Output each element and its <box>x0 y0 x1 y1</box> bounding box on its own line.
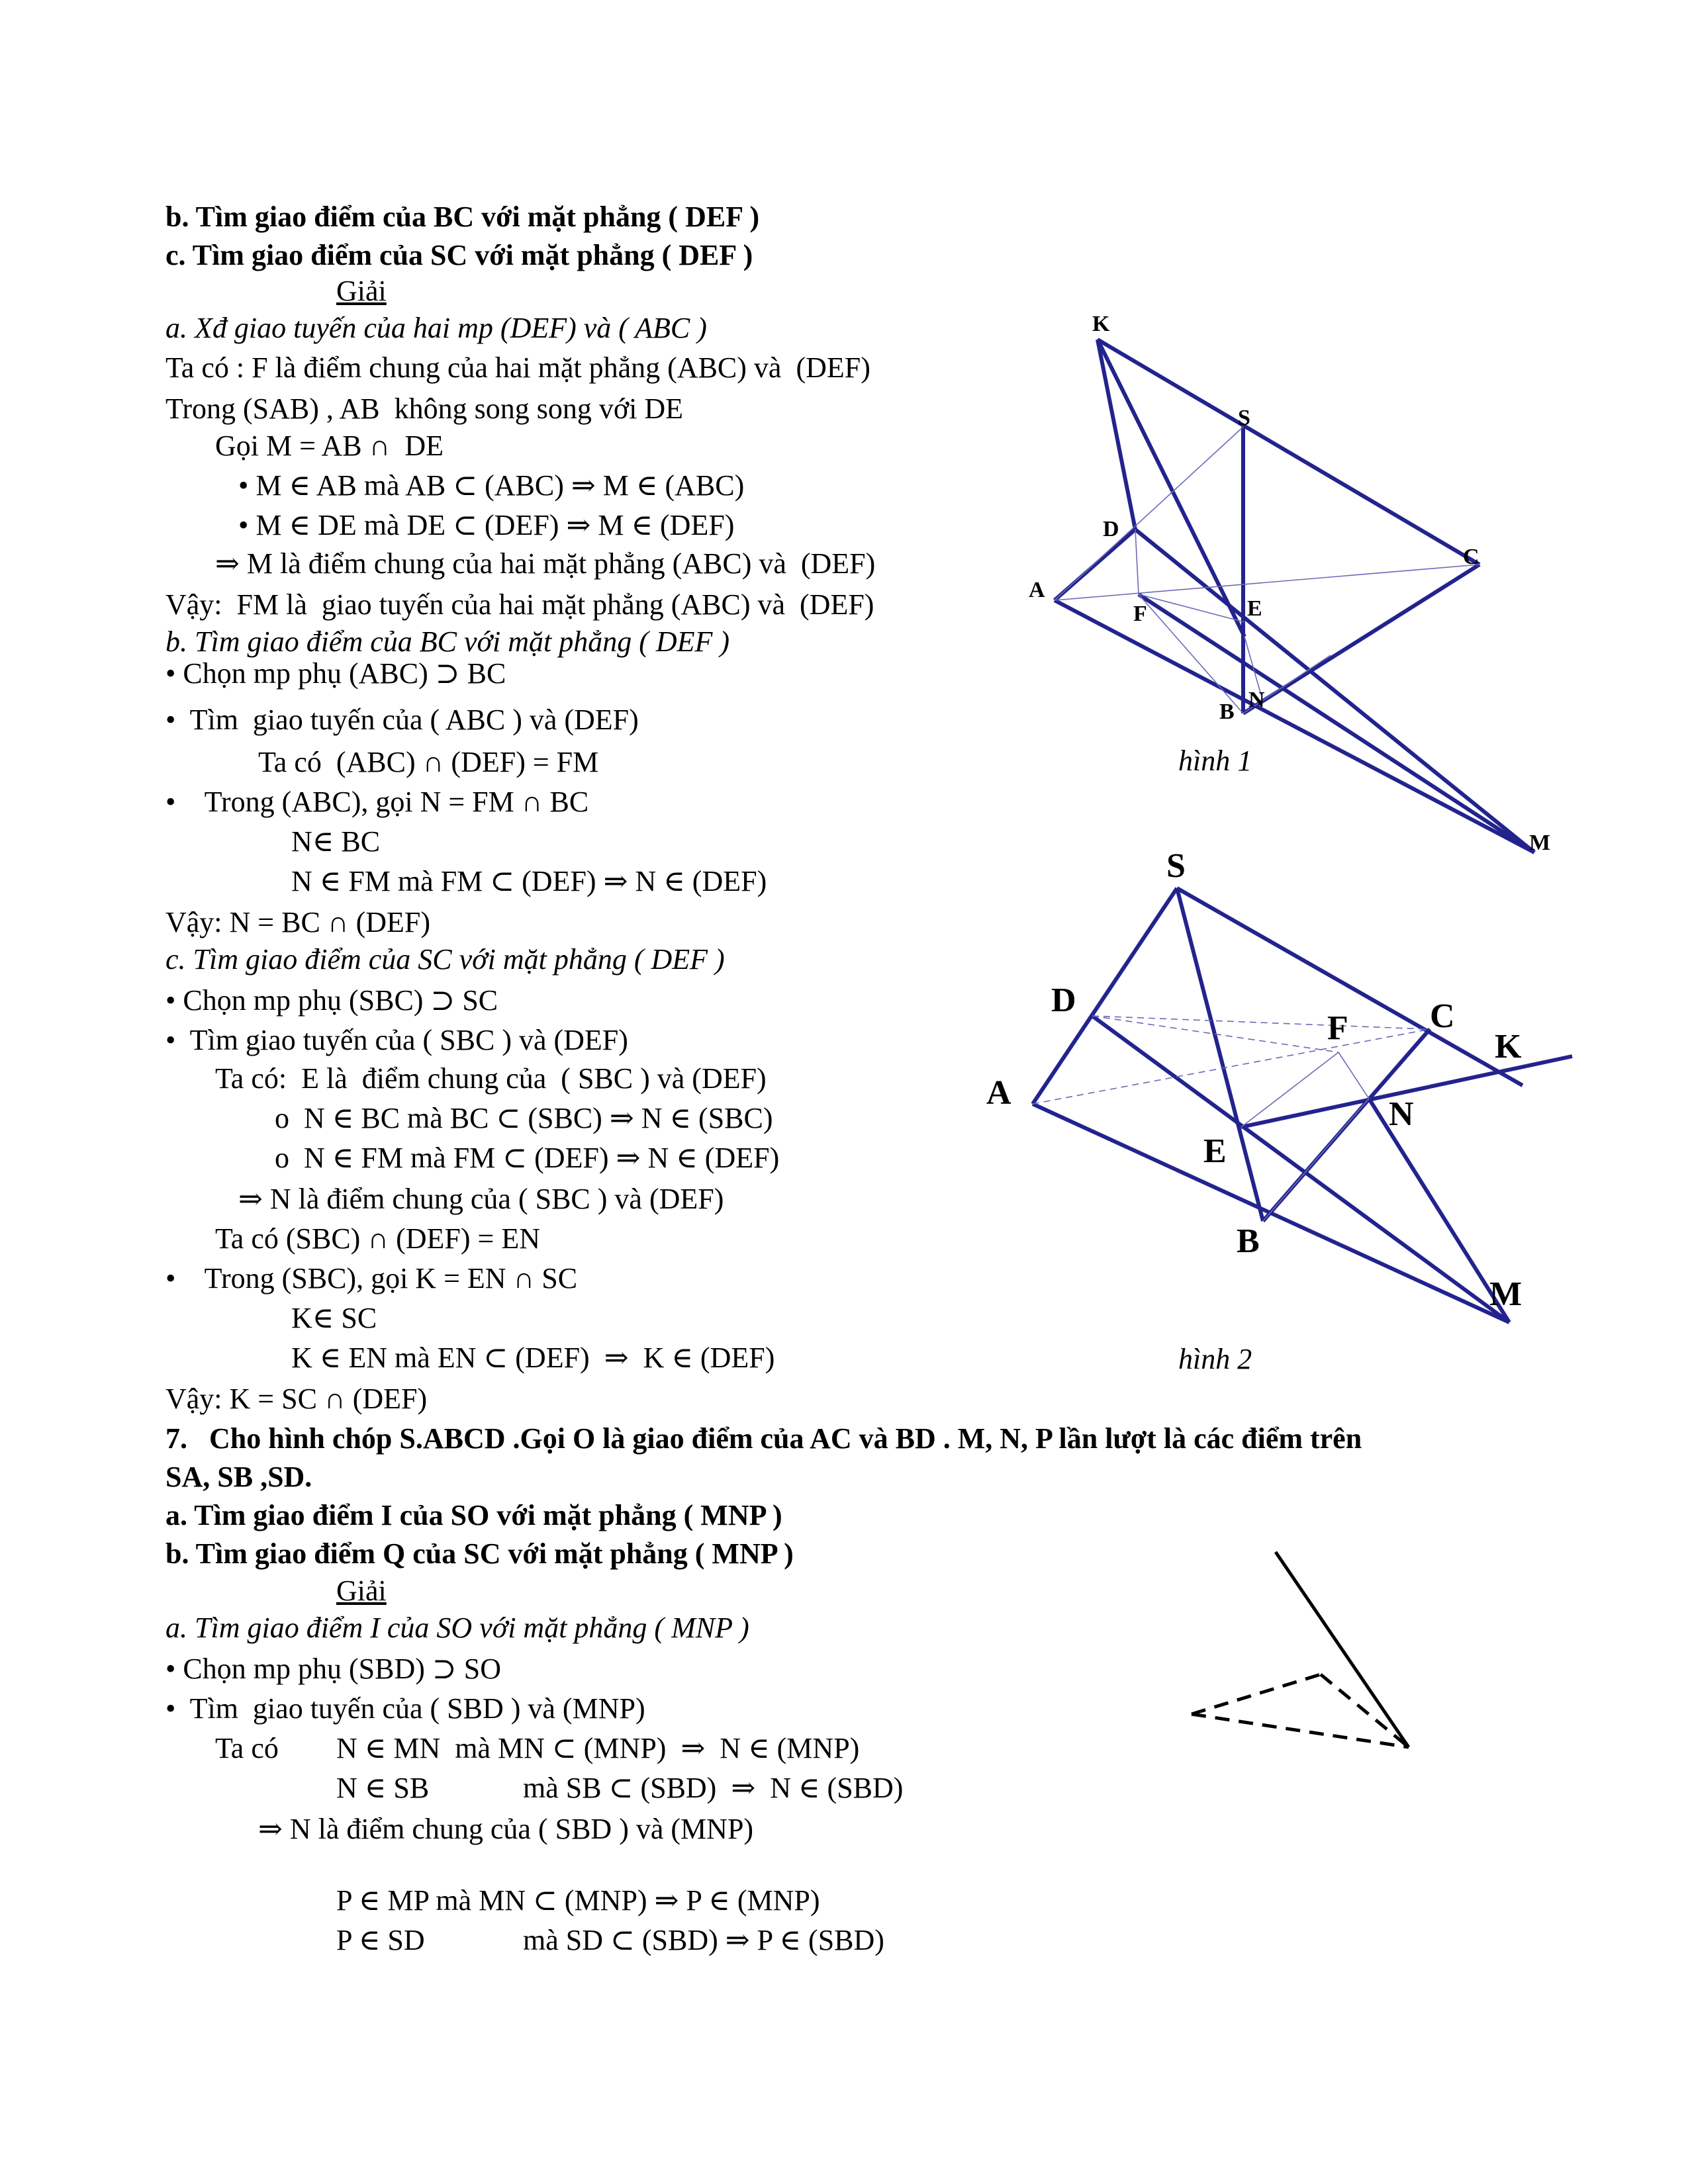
edge-DF <box>1135 529 1139 594</box>
label-M: M <box>1489 1275 1523 1313</box>
edge-DF <box>1092 1016 1338 1052</box>
text-line: mà SB ⊂ (SBD) ⇒ N ∈ (SBD) <box>523 1772 904 1804</box>
solution-b-heading: b. Tìm giao điểm của BC với mặt phẳng ( DEF ) <box>165 625 730 658</box>
text-line: ⇒ N là điểm chung của ( SBD ) và (MNP) <box>258 1813 754 1845</box>
edge-AM <box>1055 600 1534 852</box>
text-line: N ∈ SB <box>336 1772 430 1804</box>
figure-1-lines <box>1055 340 1534 852</box>
label-E: E <box>1247 596 1262 621</box>
text-line: N ∈ MN mà MN ⊂ (MNP) ⇒ N ∈ (MNP) <box>336 1732 860 1764</box>
text-line: N ∈ FM mà FM ⊂ (DEF) ⇒ N ∈ (DEF) <box>291 865 767 897</box>
label-S: S <box>1238 406 1250 430</box>
label-C: C <box>1463 545 1479 569</box>
label-K: K <box>1495 1028 1522 1066</box>
conclusion-line: Vậy: N = BC ∩ (DEF) <box>165 906 431 938</box>
label-D: D <box>1051 981 1076 1019</box>
bullet-line: • Tìm giao tuyến của ( ABC ) và (DEF) <box>165 704 639 736</box>
text-line: ⇒ N là điểm chung của ( SBC ) và (DEF) <box>238 1183 724 1215</box>
label-N: N <box>1389 1095 1414 1133</box>
text-line: Gọi M = AB ∩ DE <box>215 430 444 462</box>
label-D: D <box>1103 517 1119 541</box>
bullet-line: • Trong (SBC), gọi K = EN ∩ SC <box>165 1262 578 1295</box>
solution-heading: Giải <box>336 275 387 307</box>
text-line: mà SD ⊂ (SBD) ⇒ P ∈ (SBD) <box>523 1924 884 1956</box>
solution-c-heading: c. Tìm giao điểm của SC với mặt phẳng ( DEF ) <box>165 943 725 976</box>
bullet-line: • Chọn mp phụ (SBD) ⊃ SO <box>165 1653 501 1685</box>
edge-DM <box>1135 529 1534 852</box>
figure-1-caption: hình 1 <box>1178 745 1252 777</box>
edge-dashed-3 <box>1192 1714 1409 1747</box>
figure-2 <box>966 827 1589 1436</box>
figure-2-caption: hình 2 <box>1178 1343 1252 1375</box>
figure-1 <box>993 291 1575 874</box>
problem-7-statement: 7. Cho hình chóp S.ABCD .Gọi O là giao điểm của AC và BD . M, N, P lần lượt là các điểm trên <box>165 1422 1362 1455</box>
figure-2-lines <box>1033 888 1572 1322</box>
edge-DM <box>1092 1016 1509 1322</box>
sub-bullet-line: o N ∈ FM mà FM ⊂ (DEF) ⇒ N ∈ (DEF) <box>275 1142 780 1174</box>
bullet-line: • Trong (ABC), gọi N = FM ∩ BC <box>165 786 589 818</box>
edge-FN <box>1338 1052 1369 1099</box>
sub-bullet-line: o N ∈ BC mà BC ⊂ (SBC) ⇒ N ∈ (SBC) <box>275 1102 773 1134</box>
text-line: Ta có : F là điểm chung của hai mặt phẳng (ABC) và (DEF) <box>165 351 870 384</box>
bullet-line: • Tìm giao tuyến của ( SBD ) và (MNP) <box>165 1692 645 1725</box>
edge-SB <box>1177 888 1263 1221</box>
solution-7a-heading: a. Tìm giao điểm I của SO với mặt phẳng ( MNP ) <box>165 1612 749 1644</box>
text-line: K∈ SC <box>291 1302 377 1334</box>
problem-7-statement-cont: SA, SB ,SD. <box>165 1461 312 1493</box>
text-line: Ta có <box>215 1732 279 1764</box>
edge-dashed-1 <box>1192 1674 1321 1714</box>
text-line: ⇒ M là điểm chung của hai mặt phẳng (ABC) và (DEF) <box>215 547 876 580</box>
bullet-line: • Chọn mp phụ (SBC) ⊃ SC <box>165 984 498 1017</box>
label-F: F <box>1133 602 1147 626</box>
edge-BC <box>1243 565 1479 713</box>
bullet-line: • M ∈ AB mà AB ⊂ (ABC) ⇒ M ∈ (ABC) <box>238 469 745 502</box>
edge-AC <box>1055 565 1479 600</box>
text-line: N∈ BC <box>291 825 381 858</box>
problem-7-part-a: a. Tìm giao điểm I của SO với mặt phẳng ( MNP ) <box>165 1499 782 1531</box>
bullet-line: • Tìm giao tuyến của ( SBC ) và (DEF) <box>165 1024 628 1056</box>
text-line: P ∈ MP mà MN ⊂ (MNP) ⇒ P ∈ (MNP) <box>336 1884 820 1917</box>
text-line: Ta có (ABC) ∩ (DEF) = FM <box>258 746 599 778</box>
edge-SK <box>1177 888 1523 1085</box>
label-A: A <box>1029 578 1045 602</box>
bullet-line: • M ∈ DE mà DE ⊂ (DEF) ⇒ M ∈ (DEF) <box>238 509 735 541</box>
text-line: P ∈ SD <box>336 1924 425 1956</box>
conclusion-line: Vậy: K = SC ∩ (DEF) <box>165 1383 428 1415</box>
label-S: S <box>1166 847 1186 885</box>
conclusion-line: Vậy: FM là giao tuyến của hai mặt phẳng (ABC) và (DEF) <box>165 588 874 621</box>
problem-part-c: c. Tìm giao điểm của SC với mặt phẳng ( DEF ) <box>165 239 753 271</box>
text-line: Trong (SAB) , AB không song song với DE <box>165 392 683 425</box>
label-C: C <box>1430 997 1455 1035</box>
edge-solid <box>1276 1552 1409 1747</box>
problem-7-part-b: b. Tìm giao điểm Q của SC với mặt phẳng ( MNP ) <box>165 1537 794 1570</box>
text-line: K ∈ EN mà EN ⊂ (DEF) ⇒ K ∈ (DEF) <box>291 1342 775 1374</box>
label-K: K <box>1092 312 1110 336</box>
label-B: B <box>1219 700 1235 724</box>
solution-a-heading: a. Xđ giao tuyến của hai mp (DEF) và ( ABC ) <box>165 312 707 344</box>
label-N: N <box>1248 688 1265 712</box>
edge-KD <box>1098 340 1135 529</box>
edge-DC <box>1092 1016 1427 1029</box>
text-line: Ta có: E là điểm chung của ( SBC ) và (DEF) <box>215 1062 767 1095</box>
edge-FM <box>1139 594 1534 852</box>
label-A: A <box>986 1074 1011 1112</box>
problem-part-b: b. Tìm giao điểm của BC với mặt phẳng ( DEF ) <box>165 201 760 233</box>
label-F: F <box>1327 1009 1348 1047</box>
label-M: M <box>1529 831 1551 855</box>
text-line: Ta có (SBC) ∩ (DEF) = EN <box>215 1222 541 1255</box>
label-E: E <box>1203 1132 1227 1170</box>
figure-3 <box>1178 1542 1443 1760</box>
bullet-line: • Chọn mp phụ (ABC) ⊃ BC <box>165 657 506 690</box>
solution-heading: Giải <box>336 1574 387 1607</box>
label-B: B <box>1237 1222 1260 1260</box>
